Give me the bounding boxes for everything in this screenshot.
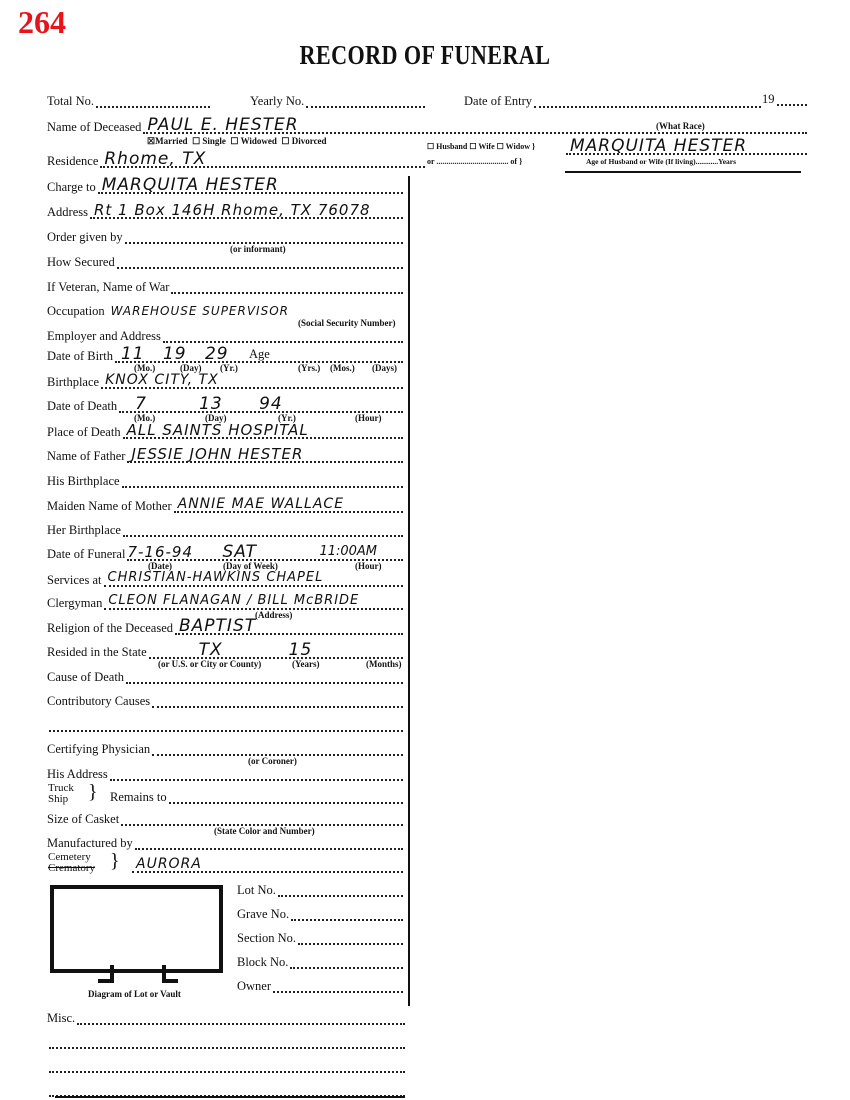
birth-year: 29 [204,344,229,364]
cemetery-label [48,852,95,874]
label: His Address [47,767,108,781]
spouse-options: ☐ Husband ☐ Wife ☐ Widow } [427,142,536,151]
truck-ship-label [48,783,74,805]
sublabel: (Hour) [355,413,382,423]
charge-to-field [47,176,403,194]
misc-line [47,1079,405,1097]
place-of-death-field [47,421,403,439]
sublabel: (Years) [292,659,320,669]
fill [171,278,403,294]
death-month: 7 [135,394,147,414]
record-number: 264 [18,4,66,40]
sublabel: (Mo.) [134,413,156,423]
label: Maiden Name of Mother [47,499,172,513]
father-value: JESSIE JOHN HESTER [131,445,304,463]
cause-field [47,666,403,684]
label: Employer and Address [47,329,161,343]
brace: } [88,781,98,803]
father-field [47,445,403,463]
fill [119,394,403,414]
death-day: 13 [199,394,223,414]
fill [123,423,403,439]
year-field [762,88,807,106]
fill [152,740,403,756]
fill [135,834,403,850]
fill [273,977,403,993]
sublabel: (or U.S. or City or County) [158,659,262,669]
fill [298,929,403,945]
fill [566,136,807,156]
label: Manufactured by [47,836,133,850]
veteran-field [47,276,403,294]
brace: } [110,850,120,872]
coroner-sublabel: (or Coroner) [248,756,297,766]
fill [98,175,403,195]
cemetery-field [130,855,403,873]
label: Resided in the State [47,645,147,659]
funeral-date-value: 7-16-94 [127,543,193,561]
grave-no-field [237,903,403,921]
misc-line [47,1055,405,1073]
diagram-tick [162,979,178,983]
spouse-value: MARQUITA HESTER [570,136,748,156]
label: Birthplace [47,375,100,389]
diagram-tick [98,979,114,983]
birthplace-value: KNOX CITY, TX [105,372,219,388]
fill [149,640,403,660]
fill [121,810,403,826]
remains-to-field [110,786,403,804]
fill [143,115,807,135]
sublabel: (Day) [180,363,202,373]
label: Date of Birth [47,349,113,363]
marital-options: ☒Married ☐ Single ☐ Widowed ☐ Divorced [147,136,327,146]
sublabel: (Mos.) [330,363,355,373]
funeral-date-field [47,543,403,561]
sublabel: (Yrs.) [298,363,321,373]
occupation-value: WAREHOUSE SUPERVISOR [110,304,289,318]
religion-value: BAPTIST [179,616,257,636]
label: Residence [47,154,99,168]
label: Clergyman [47,596,103,610]
fill [169,788,403,804]
of-label: of [510,157,518,166]
birth-month: 11 [120,344,145,364]
label: Name of Father [47,449,126,463]
sublabel: (Months) [366,659,402,669]
fill [101,373,403,389]
manufactured-field [47,832,403,850]
fill [96,92,210,108]
label: Section No. [237,931,297,945]
occupation-field [47,300,403,318]
resided-years-value: 15 [288,640,313,660]
sublabel: (Day) [205,413,227,423]
religion-field [47,617,403,635]
husband-option: Husband [436,142,468,151]
casket-sublabel: (State Color and Number) [214,826,315,836]
label: Name of Deceased [47,120,142,134]
fill [534,92,761,108]
fill [290,953,403,969]
label: Owner [237,979,272,993]
label: Place of Death [47,425,121,439]
fill [49,1081,405,1097]
sublabel: (Hour) [355,561,382,571]
page-title: RECORD OF FUNERAL [299,40,551,70]
label: Services at [47,573,102,587]
or-of-line: or .................................... of } [427,157,523,166]
owner-field [237,975,403,993]
label: Date of Funeral [47,547,126,561]
fill [127,542,403,562]
residence-value: Rhome, TX [104,149,207,169]
crematory-option: Crematory [48,862,96,874]
employer-field [47,325,403,343]
date-of-death-field [47,395,403,413]
label: Order given by [47,230,123,244]
label: Block No. [237,955,289,969]
address-value: Rt 1 Box 146H Rhome, TX 76078 [93,201,371,219]
residence-field [47,150,425,168]
clergyman-value: CLEON FLANAGAN / BILL McBRIDE [108,593,360,608]
blank-line [47,714,403,732]
fill [49,1033,405,1049]
fill [49,1057,405,1073]
cemetery-option: Cemetery [48,851,91,863]
label: If Veteran, Name of War [47,280,170,294]
date-of-entry-field [464,90,761,108]
spouse-age-label: Age of Husband or Wife (If living)............Years [586,157,737,166]
label: Address [47,205,88,219]
label: Charge to [47,180,96,194]
column-divider [408,176,410,1006]
her-birthplace-field [47,519,403,537]
fill [104,571,404,587]
label: Yearly No. [250,94,305,108]
label: Date of Death [47,399,118,413]
label: Misc. [47,1011,76,1025]
fill [49,716,403,732]
label: Date of Entry [464,94,533,108]
his-address-field [47,763,403,781]
services-field [47,569,403,587]
what-race-label: (What Race) [656,121,705,131]
order-given-by-field [47,226,403,244]
sublabel: (Days) [372,363,397,373]
physician-field [47,738,403,756]
birth-day: 19 [162,344,187,364]
diagram-caption: Diagram of Lot or Vault [88,989,181,999]
fill [163,327,403,343]
married-option: Married [155,136,188,146]
lot-no-field [237,879,403,897]
how-secured-field [47,251,403,269]
fill [110,765,403,781]
clergyman-field [47,592,403,610]
informant-sublabel: (or informant) [230,244,286,254]
resided-state-value: TX [198,640,223,660]
fill [175,616,403,636]
fill [107,304,403,318]
cemetery-value: AURORA [136,856,202,872]
fill [126,668,403,684]
label: Total No. [47,94,95,108]
label: His Birthplace [47,474,120,488]
years-label: Years [718,157,737,166]
birthplace-field [47,371,403,389]
fill [104,594,403,610]
his-birthplace-field [47,470,403,488]
mother-field [47,495,403,513]
divider [565,171,801,173]
label: Remains to [110,790,167,804]
fill [117,253,403,269]
misc-line [47,1031,405,1049]
ship-label: Ship [48,793,69,805]
spouse-field [564,137,807,155]
fill [122,472,403,488]
funeral-day-value: SAT [222,542,258,562]
wife-option: Wife [478,142,495,151]
deceased-name-value: PAUL E. HESTER [147,115,299,135]
mother-value: ANNIE MAE WALLACE [177,496,345,512]
misc-field [47,1007,405,1025]
fill [90,203,403,219]
fill [127,447,403,463]
fill [777,90,808,106]
bottom-rule [55,1096,405,1098]
fill [100,149,425,169]
fill [278,881,403,897]
block-no-field [237,951,403,969]
yearly-no-field [250,90,425,108]
sublabel: (Yr.) [278,413,296,423]
sublabel: (Date) [148,561,172,571]
lot-diagram [50,885,223,973]
death-year: 94 [259,394,283,414]
label: Grave No. [237,907,290,921]
contributory-field [47,690,403,708]
place-of-death-value: ALL SAINTS HOSPITAL [126,421,309,439]
funeral-hour-value: 11:00AM [319,544,378,559]
charge-to-value: MARQUITA HESTER [101,175,279,195]
label: Cause of Death [47,670,125,684]
label: Religion of the Deceased [47,621,173,635]
label: 19 [762,92,775,106]
widow-option: Widow [505,142,530,151]
fill [174,497,403,513]
sublabel: (Day of Week) [223,561,278,571]
sublabel: (Mo.) [134,363,156,373]
fill [115,344,403,364]
fill [125,228,403,244]
fill [77,1009,405,1025]
label: Her Birthplace [47,523,121,537]
sublabel: (Yr.) [220,363,238,373]
age-label: Age of Husband or Wife (If living) [586,157,696,166]
fill [152,692,403,708]
address-sublabel: (Address) [255,610,293,620]
address-field [47,201,403,219]
fill [291,905,403,921]
label: Contributory Causes [47,694,151,708]
truck-label: Truck [48,782,74,794]
casket-field [47,808,403,826]
ssn-sublabel: (Social Security Number) [298,318,396,328]
divorced-option: Divorced [291,136,327,146]
label: Occupation [47,304,105,318]
label: Certifying Physician [47,742,151,756]
fill [306,92,425,108]
single-option: Single [202,136,226,146]
date-of-birth-field [47,345,403,363]
label: How Secured [47,255,115,269]
widowed-option: Widowed [240,136,277,146]
age-label: Age [248,347,270,361]
total-no-field [47,90,210,108]
label: Size of Casket [47,812,120,826]
services-value: CHRISTIAN-HAWKINS CHAPEL [107,570,324,585]
or-label: or [427,157,435,166]
label: Lot No. [237,883,276,897]
section-no-field [237,927,403,945]
fill [132,857,403,873]
resided-field [47,641,403,659]
fill [123,521,403,537]
